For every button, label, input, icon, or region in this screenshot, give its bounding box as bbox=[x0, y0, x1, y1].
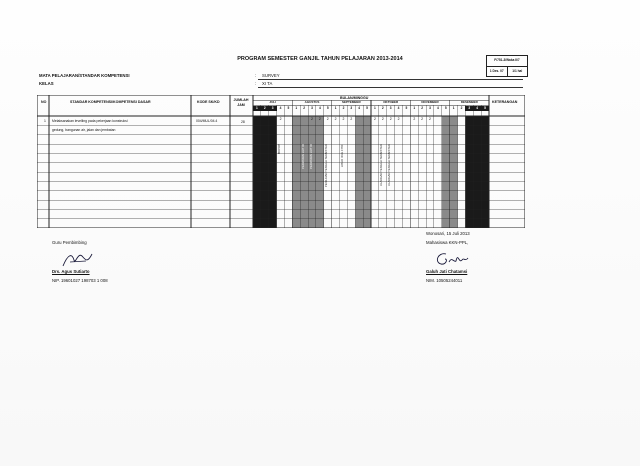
week-number: 2 bbox=[303, 105, 305, 110]
week-number: 4 bbox=[279, 105, 282, 110]
document-code-box bbox=[486, 55, 528, 77]
week-hours-value: 2 bbox=[389, 117, 392, 121]
week-number: 2 bbox=[421, 105, 423, 110]
week-number: 4 bbox=[473, 106, 481, 111]
document-code: F/751-3/Waka II/7 bbox=[487, 56, 527, 67]
month-label-november: NOVEMBER bbox=[421, 100, 439, 105]
class-value: XI TA bbox=[262, 81, 273, 86]
document-code-row bbox=[487, 67, 527, 77]
row-hours: 28 bbox=[241, 120, 245, 124]
student-id: NIM. 10505244011 bbox=[426, 278, 463, 283]
class-label: KELAS bbox=[39, 81, 54, 86]
week-number: 2 bbox=[460, 105, 463, 110]
week-hours-value: 2 bbox=[397, 117, 400, 121]
week-number: 5 bbox=[366, 105, 368, 110]
row-code: 004/MUL/04.4 bbox=[196, 119, 218, 123]
supervisor-name: Drs. Agus Sutiarto bbox=[52, 269, 90, 274]
week-number: 1 bbox=[413, 105, 416, 110]
week-number: 3 bbox=[429, 105, 431, 110]
week-hours-value: 2 bbox=[381, 117, 384, 121]
subject-label: MATA PELAJARAN/STANDAR KOMPETENSI bbox=[39, 73, 130, 78]
week-hours-value: 2 bbox=[429, 117, 431, 121]
week-number: 4 bbox=[318, 105, 321, 110]
supervisor-title: Guru Pembimbing bbox=[52, 240, 87, 245]
month-label-oktober: OKTOBER bbox=[383, 100, 399, 105]
week-number: 5 bbox=[287, 105, 290, 110]
month-label-juli: JULI bbox=[269, 100, 276, 105]
event-label: PENILAIAN TENGAH SEMESTER bbox=[324, 144, 329, 188]
week-number: 4 bbox=[436, 105, 439, 110]
place-date: Wonosari, 15 Juli 2013 bbox=[426, 231, 470, 236]
col-header-standard: STANDAR KOMPETENSI/KOMPETENSI DASAR bbox=[70, 100, 151, 104]
row-no: 1 bbox=[44, 119, 46, 123]
col-header-months: BULAN/MINGGU bbox=[340, 96, 369, 100]
student-title: Mahasiswa KKN-PPL, bbox=[426, 240, 469, 245]
class-colon: : bbox=[255, 81, 257, 86]
week-number: 3 bbox=[350, 105, 353, 110]
student-name: Galuh Jati Chatamsi bbox=[426, 269, 468, 274]
week-number: 3 bbox=[465, 106, 473, 111]
week-number: 5 bbox=[444, 105, 447, 110]
event-label: ULANGAN TENGAH SEMESTER bbox=[387, 144, 392, 187]
event-label: PERAYAAN HUT RI bbox=[300, 144, 305, 169]
week-hours-value: 2 bbox=[342, 117, 345, 121]
week-number: 2 bbox=[261, 106, 269, 111]
week-number: 4 bbox=[397, 105, 400, 110]
week-number: 3 bbox=[269, 106, 277, 111]
week-hours-value: 2 bbox=[326, 117, 329, 121]
week-number: 2 bbox=[342, 105, 345, 110]
subject-colon: : bbox=[255, 73, 257, 78]
week-number: 5 bbox=[405, 105, 408, 110]
week-number: 1 bbox=[452, 105, 455, 110]
week-number: 5 bbox=[481, 106, 489, 111]
week-number: 1 bbox=[253, 106, 261, 111]
subject-value: SURVEY bbox=[262, 73, 280, 78]
week-number: 3 bbox=[389, 105, 392, 110]
week-hours-value: 2 bbox=[413, 117, 416, 121]
week-hours-value: 2 bbox=[279, 117, 282, 121]
col-header-notes: KETERANGAN bbox=[492, 100, 518, 104]
document-title: PROGRAM SEMESTER GANJIL TAHUN PELAJARAN 2013-2014 bbox=[237, 56, 403, 62]
col-header-hours: JUMLAH JAM bbox=[233, 98, 249, 107]
week-number: 3 bbox=[311, 105, 313, 110]
event-label: ULANGAN TENGAH SEMESTER bbox=[379, 144, 384, 187]
week-number: 1 bbox=[334, 105, 337, 110]
week-number: 5 bbox=[326, 105, 329, 110]
event-label: PERAYAAN HUT RI bbox=[308, 144, 313, 169]
event-label: MOPDB bbox=[277, 144, 282, 155]
month-label-agustus: AGUSTUS bbox=[304, 100, 320, 105]
week-number: 1 bbox=[374, 105, 376, 110]
supervisor-id: NIP. 19601027 198703 1 008 bbox=[52, 278, 108, 283]
class-underline bbox=[258, 87, 523, 88]
week-number: 4 bbox=[358, 105, 361, 110]
week-hours-value: 2 bbox=[334, 117, 337, 121]
program-table-grid bbox=[37, 95, 525, 228]
student-signature bbox=[432, 248, 472, 270]
revision-date: 1 Des. 07 bbox=[487, 67, 508, 77]
row-standard-line2: gedung, bangunan air, jalan dan jembatan bbox=[52, 128, 116, 132]
week-hours-value: 2 bbox=[311, 117, 313, 121]
month-label-desember: DESEMBER bbox=[460, 100, 478, 105]
week-number: 2 bbox=[381, 105, 384, 110]
col-header-no: NO bbox=[41, 100, 47, 104]
col-header-code: KODE SK/KD bbox=[197, 100, 220, 104]
event-label: LIBUR IDUL FITRI bbox=[340, 144, 345, 168]
supervisor-signature bbox=[60, 250, 96, 270]
month-label-september: SEPTEMBER bbox=[341, 100, 361, 105]
week-hours-value: 2 bbox=[421, 117, 424, 121]
week-hours-value: 2 bbox=[373, 117, 376, 121]
subject-underline bbox=[258, 79, 523, 80]
week-hours-value: 2 bbox=[318, 117, 321, 121]
row-standard-line1: Melaksanakan levelling pada pekerjaan konstruksi bbox=[52, 119, 128, 123]
week-hours-value: 2 bbox=[350, 117, 353, 121]
page-count: 1/1 hal bbox=[512, 68, 523, 73]
week-number: 1 bbox=[295, 105, 298, 110]
